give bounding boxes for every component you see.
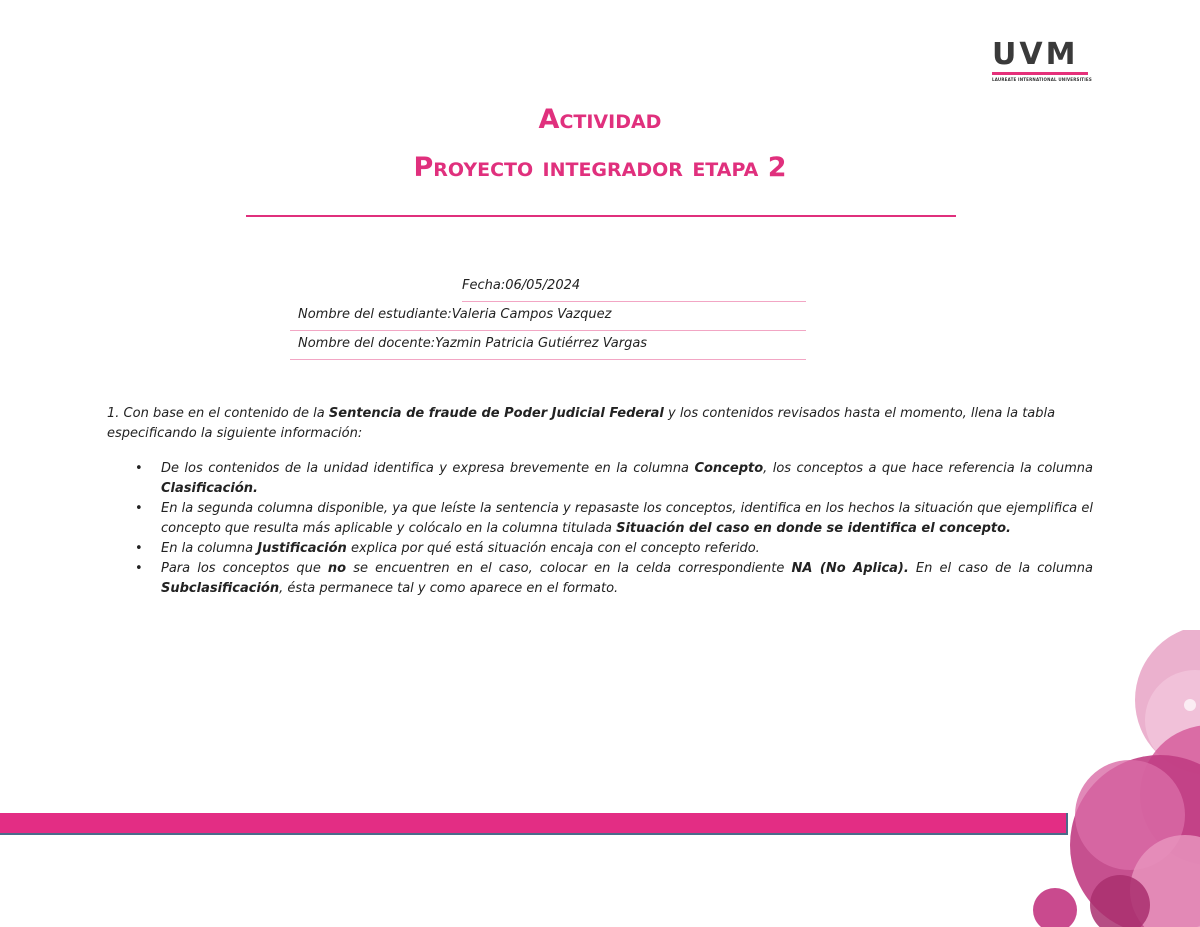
bullet-text: , ésta permanece tal y como aparece en el formato. — [279, 581, 619, 596]
bullet-text: explica por qué está situación encaja con el concepto referido. — [346, 541, 760, 556]
intro-text-2: y los contenidos revisados hasta el momento, llena la tabla especificando la siguiente información: — [107, 406, 1056, 441]
list-item — [161, 499, 1093, 539]
bullet-text: se encuentren en el caso, colocar en la celda correspondiente — [346, 561, 792, 576]
logo-underline — [992, 72, 1088, 75]
logo-wordmark: UVM — [992, 37, 1079, 72]
bullet-bold: no — [327, 561, 347, 576]
bullet-text: En el caso de la columna — [908, 561, 1093, 576]
bullet-text: , los conceptos a que hace referencia la columna — [763, 461, 1093, 476]
bullet-bold: Clasificación. — [161, 481, 258, 496]
logo-subtitle: LAUREATE INTERNATIONAL UNIVERSITIES — [992, 77, 1092, 82]
page-subtitle: Proyecto integrador etapa 2 — [413, 152, 787, 183]
bullet-bold: NA (No Aplica). — [791, 561, 909, 576]
list-item — [161, 459, 1093, 499]
bullet-bold: Subclasificación — [161, 581, 280, 596]
instructions-intro — [107, 404, 1097, 444]
bullet-bold: Situación del caso en donde se identifica el concepto. — [616, 521, 1011, 536]
instructions-list — [161, 459, 1093, 599]
list-item — [161, 539, 1093, 559]
decor-circle — [1184, 699, 1196, 711]
bullet-bold: Justificación — [257, 541, 347, 556]
bullet-bold: Concepto — [694, 461, 764, 476]
title-divider — [246, 215, 956, 217]
bullet-text: De los contenidos de la unidad identifica y expresa brevemente en la columna — [161, 461, 695, 476]
intro-bold: Sentencia de fraude de Poder Judicial Federal — [328, 406, 664, 421]
bullet-text: Para los conceptos que — [161, 561, 328, 576]
intro-text-1: 1. Con base en el contenido de la — [107, 406, 329, 421]
list-item — [161, 559, 1093, 599]
decorative-circles — [1010, 630, 1200, 927]
bullet-text: En la columna — [161, 541, 258, 556]
footer-bar — [0, 813, 1068, 835]
uvm-logo — [992, 37, 1092, 88]
date-field: Fecha:06/05/2024 — [462, 278, 806, 302]
student-name-field: Nombre del estudiante:Valeria Campos Vazquez — [290, 307, 806, 331]
teacher-name-field: Nombre del docente:Yazmin Patricia Gutiérrez Vargas — [290, 336, 806, 360]
decor-circle — [1033, 888, 1077, 927]
page-title: Actividad — [538, 104, 662, 135]
bullet-text: En la segunda columna disponible, ya que leíste la sentencia y repasaste los conceptos, identifica en los hechos la situación que ejemplifica el concepto que resulta más aplicable y colócalo en la columna titulada — [161, 501, 1093, 536]
